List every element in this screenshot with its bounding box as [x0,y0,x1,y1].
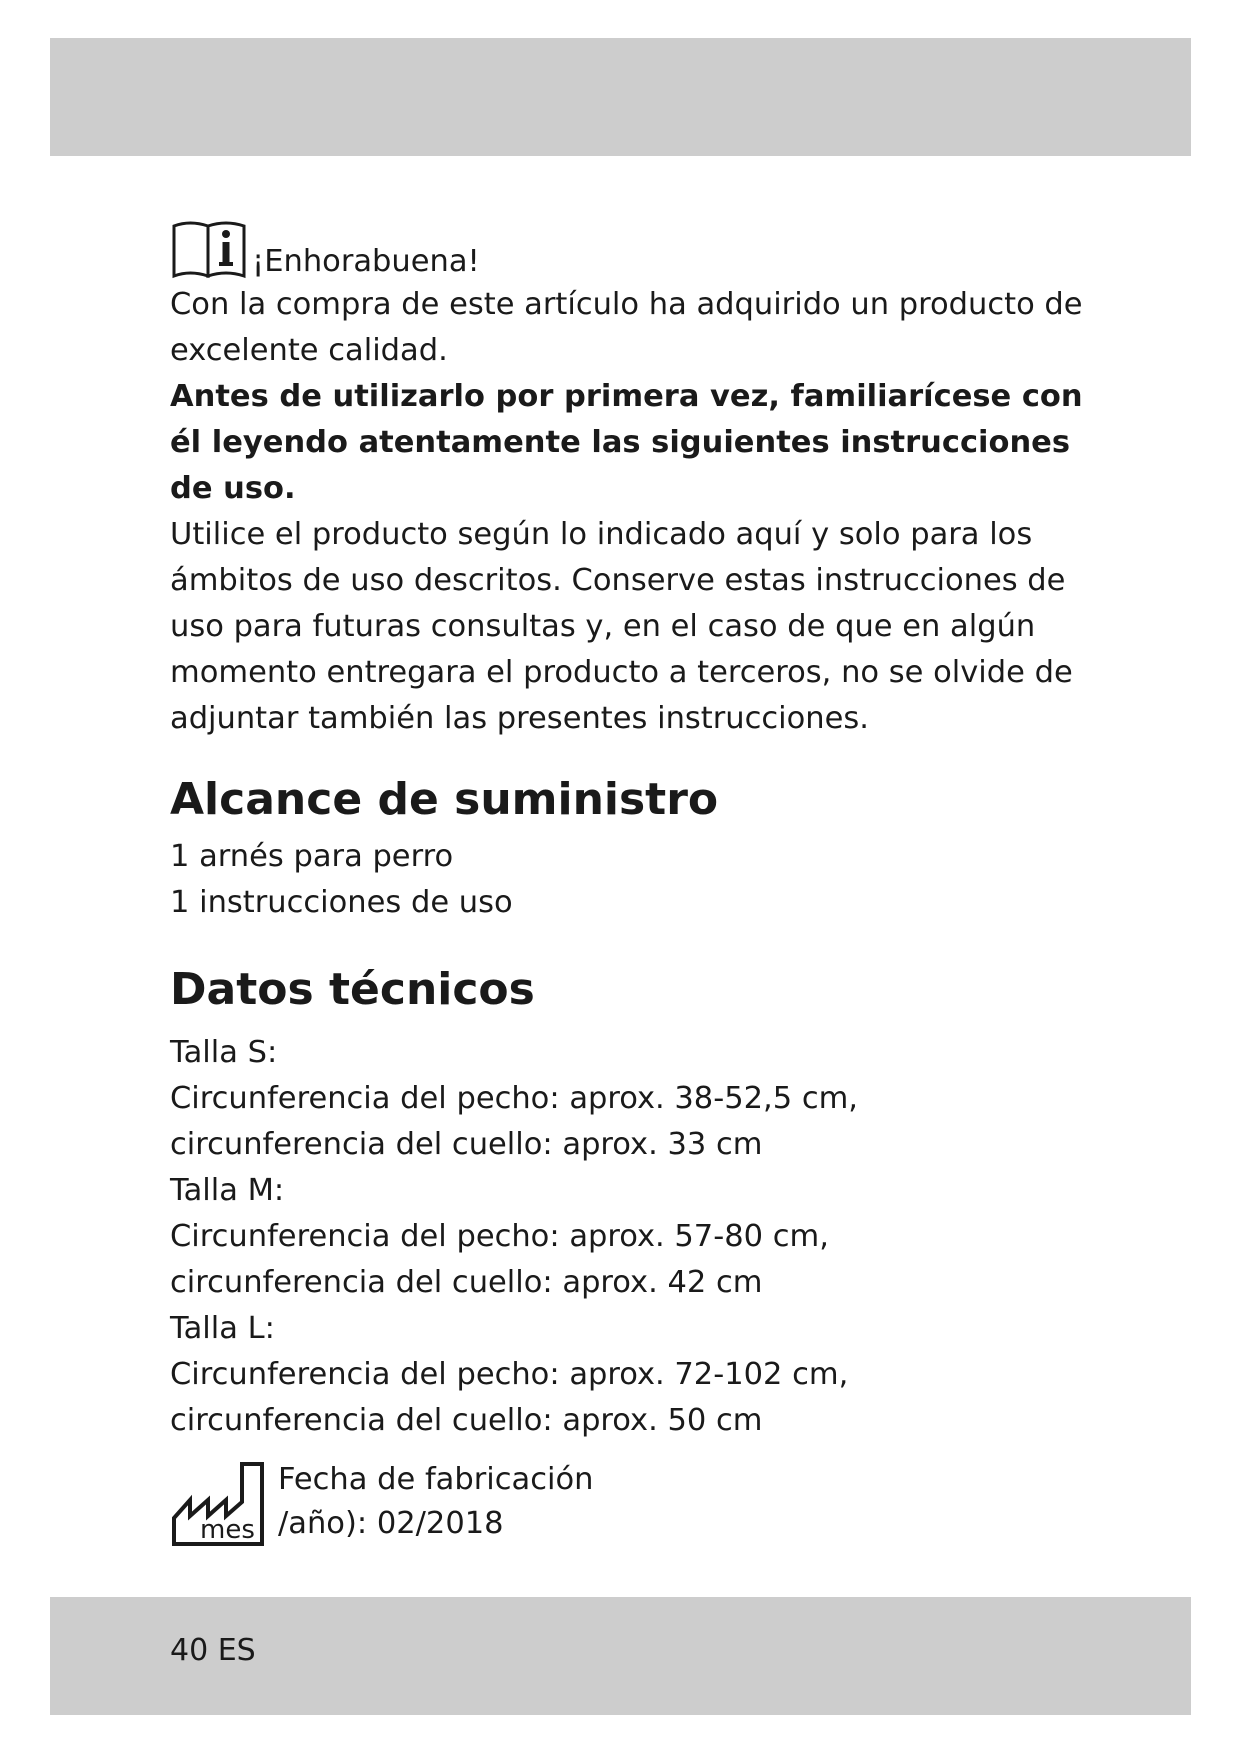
intro-heading [170,210,1090,282]
scope-heading: Alcance de suministro [170,774,719,825]
size-neck: circunferencia del cuello: aprox. 42 cm [170,1265,763,1300]
manufacture-text [278,1458,593,1546]
tech-heading: Datos técnicos [170,964,535,1015]
tech-specs [170,1030,1090,1444]
scope-item: 1 instrucciones de uso [170,885,513,920]
intro-title: ¡Enhorabuena! [252,244,480,279]
size-label: Talla M: [170,1173,285,1208]
manufacture-date [170,1458,1090,1550]
scope-item: 1 arnés para perro [170,839,454,874]
size-neck: circunferencia del cuello: aprox. 33 cm [170,1127,763,1162]
factory-icon [170,1458,268,1550]
size-chest: Circunferencia del pecho: aprox. 57-80 cm, [170,1219,829,1254]
manufacture-line1: Fecha de fabricación [278,1462,594,1497]
size-chest: Circunferencia del pecho: aprox. 38-52,5 cm, [170,1081,858,1116]
size-label: Talla L: [170,1311,275,1346]
size-label: Talla S: [170,1035,278,1070]
intro-paragraph: Con la compra de este artículo ha adquirido un producto de excelente calidad. [170,287,1083,368]
page-number: 40 ES [170,1633,256,1668]
book-info-icon [170,216,248,282]
intro-body: Utilice el producto según lo indicado aquí y solo para los ámbitos de uso descritos. Conserve estas instrucciones de uso para futuras consultas y, en el caso de que en algún momento entregara el producto a terceros, no se olvide de adjuntar también las presentes instrucciones. [170,517,1073,736]
page-content [170,210,1090,1550]
size-neck: circunferencia del cuello: aprox. 50 cm [170,1403,763,1438]
intro-bold-notice: Antes de utilizarlo por primera vez, familiarícese con él leyendo atentamente las siguientes instrucciones de uso. [170,379,1083,506]
scope-list [170,834,1090,926]
header-band [50,38,1191,156]
factory-icon-word: mes [200,1515,255,1545]
size-chest: Circunferencia del pecho: aprox. 72-102 cm, [170,1357,849,1392]
manufacture-line2: /año): 02/2018 [278,1506,504,1541]
